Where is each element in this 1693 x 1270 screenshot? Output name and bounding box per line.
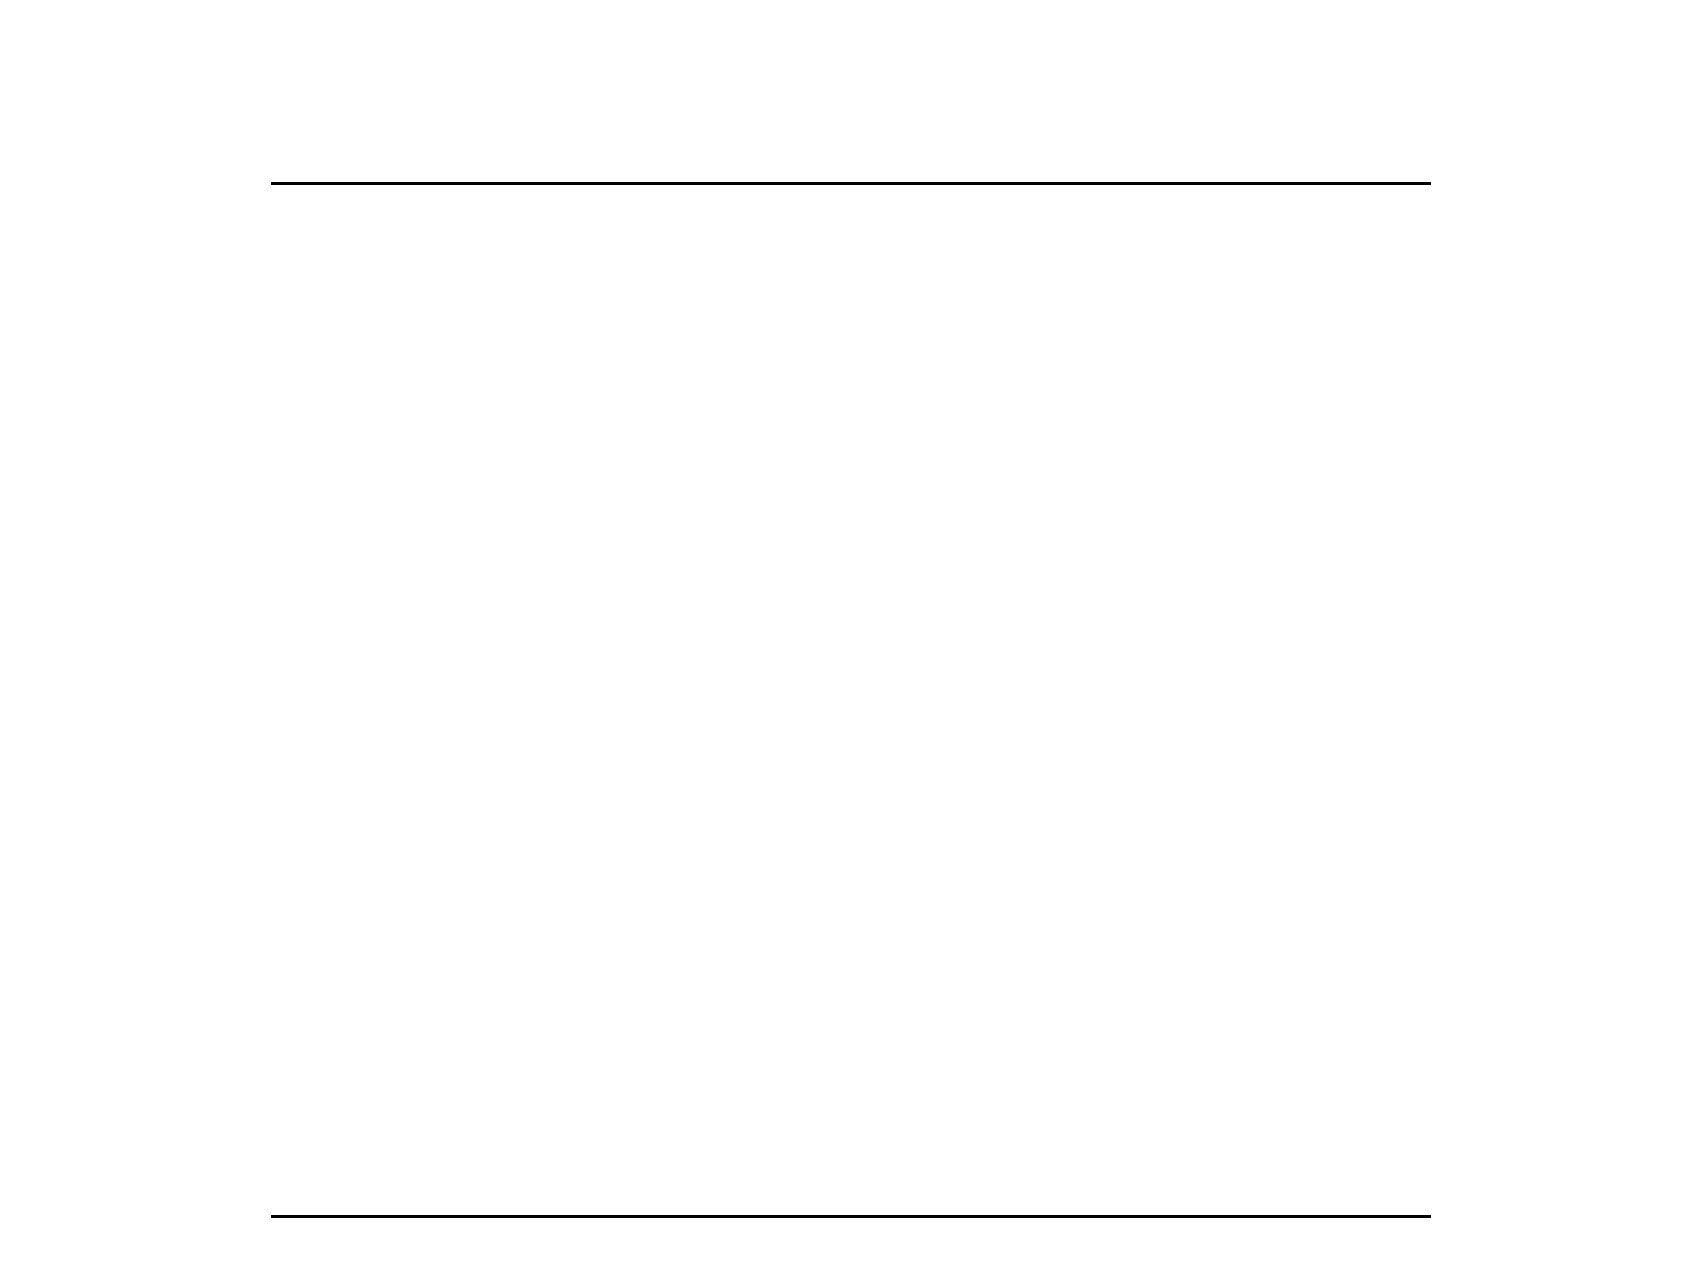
bottom-rule [271,1215,1431,1218]
